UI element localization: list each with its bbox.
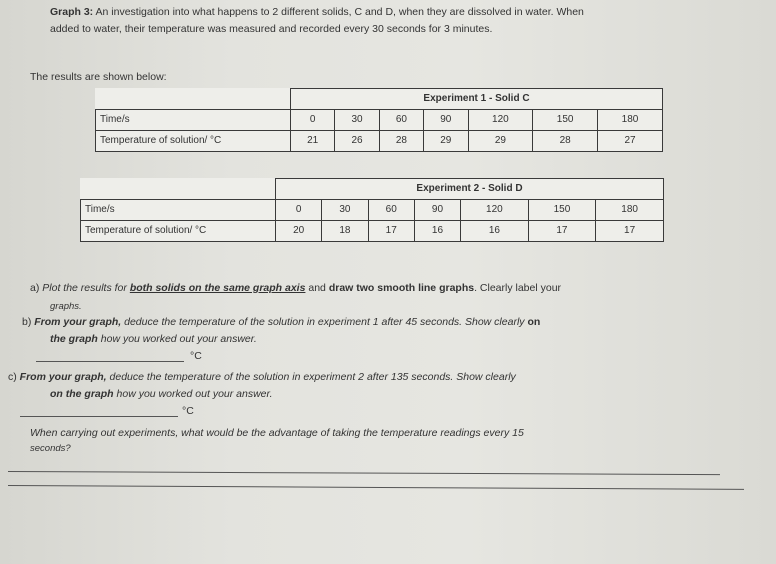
table-corner [96,89,291,110]
question-b-line-2-lead: the graph [50,333,98,345]
table-cell: 60 [368,199,414,220]
row-label: Time/s [81,199,276,220]
table-cell: 17 [368,220,414,241]
table-title: Experiment 1 - Solid C [291,89,663,110]
question-c-unit: °C [182,405,194,417]
table-cell: 150 [533,109,598,130]
question-c-lead: From your graph, [19,371,107,383]
temperature-row [81,220,664,241]
question-a-marker: a) [30,282,40,294]
question-a-line-2-text: graphs. [50,301,82,312]
intro-line-2 [50,23,492,36]
question-a-mid: and [308,282,326,294]
intro-line-1 [50,6,584,19]
question-c-line-2-rest: how you worked out your answer. [116,388,273,400]
question-b-answer-line[interactable] [36,361,184,362]
table-cell: 30 [322,199,368,220]
table-cell: 17 [596,220,664,241]
question-a-emph: both solids on the same graph axis [129,282,306,294]
intro-text-2: added to water, their temperature was measured and recorded every 30 seconds for 3 minutes. [50,23,493,35]
table-cell: 30 [335,109,379,130]
experiment-2-table [80,178,664,242]
experiment-1-table [95,88,663,152]
table-corner [81,179,276,200]
question-c-rest: deduce the temperature of the solution in experiment 2 after 135 seconds. Show clearly [109,371,516,383]
question-a-pre: Plot the results for [42,282,127,294]
graph-label: Graph 3: [50,6,94,18]
table-cell: 29 [424,130,468,151]
table-cell: 60 [379,109,423,130]
question-a-post: . Clearly label your [474,282,562,294]
table-cell: 21 [291,130,335,151]
table-cell: 16 [414,220,460,241]
table-cell: 29 [468,130,533,151]
table-cell: 0 [276,199,322,220]
table-cell: 17 [528,220,596,241]
question-c-line-1 [8,371,516,384]
question-d-answer-line-1[interactable] [8,471,720,475]
row-label: Temperature of solution/ °C [96,130,291,151]
table-cell: 20 [276,220,322,241]
table-cell: 18 [322,220,368,241]
row-label: Temperature of solution/ °C [81,220,276,241]
table-cell: 120 [468,109,533,130]
results-shown-text: The results are shown below: [30,71,167,83]
question-c-answer-line[interactable] [20,416,178,417]
table-cell: 90 [424,109,468,130]
table-cell: 180 [596,199,664,220]
table-cell: 120 [461,199,529,220]
table-title: Experiment 2 - Solid D [276,179,664,200]
question-d-line-1-text: When carrying out experiments, what would be the advantage of taking the temperature readings every 15 [30,427,524,439]
results-shown-line [30,71,167,84]
question-d-line-2 [30,442,71,455]
table-cell: 27 [598,130,663,151]
table-cell: 26 [335,130,379,151]
table-cell: 0 [291,109,335,130]
table-cell: 16 [461,220,529,241]
table-cell: 180 [598,109,663,130]
question-b-lead: From your graph, [34,316,122,328]
time-row [96,109,663,130]
table-cell: 28 [533,130,598,151]
intro-text-1: An investigation into what happens to 2 different solids, C and D, when they are dissolved in water. When [95,6,584,18]
question-c-marker: c) [8,371,17,383]
question-b-line-1 [22,316,540,329]
question-b-unit: °C [190,350,202,362]
time-row [81,199,664,220]
temperature-row [96,130,663,151]
question-d-line-1 [30,427,524,440]
row-label: Time/s [96,109,291,130]
question-a-line-2 [50,300,82,313]
question-b-rest: deduce the temperature of the solution in experiment 1 after 45 seconds. Show clearly [124,316,525,328]
question-b-marker: b) [22,316,32,328]
question-c-line-2 [50,388,273,401]
question-b-line-2 [50,333,257,346]
table-cell: 150 [528,199,596,220]
question-d-answer-line-2[interactable] [8,485,744,490]
question-a-line-1 [30,282,561,295]
question-d-line-2-text: seconds? [30,443,71,454]
question-b-tail: on [527,316,541,328]
question-c-line-2-lead: on the graph [50,388,114,400]
table-cell: 28 [379,130,423,151]
table-cell: 90 [414,199,460,220]
question-a-emph2: draw two smooth line graphs [328,282,475,294]
question-b-line-2-rest: how you worked out your answer. [100,333,257,345]
